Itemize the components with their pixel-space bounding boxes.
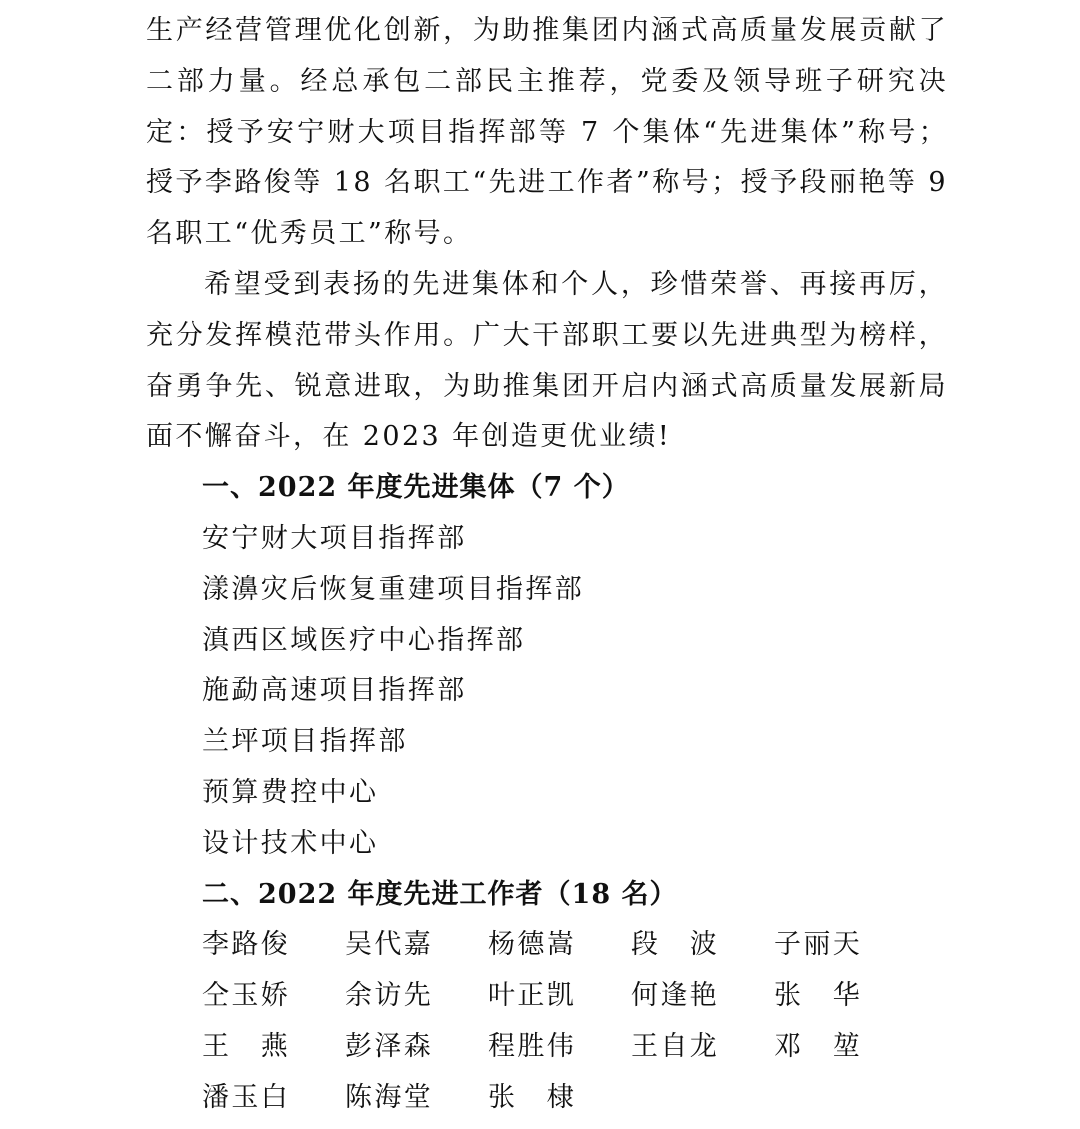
worker-name: 彭泽森: [345, 1030, 434, 1062]
worker-name: 潘玉白: [202, 1081, 291, 1113]
worker-name: 仝玉娇: [202, 980, 291, 1012]
paragraph-awards-decision: 生产经营管理优化创新，为助推集团内涵式高质量发展贡献了二部力量。经总承包二部民主推荐，党委及领导班子研究决定：授予安宁财大项目指挥部等 7 个集体“先进集体”称号；授予李路俊等 18 名职工“先进工作者”称号；授予段丽艳等 9 名职工“优秀员工”称号。: [146, 15, 948, 250]
worker-name: 李路俊: [202, 929, 291, 961]
worker-name: 王 燕: [202, 1030, 291, 1062]
advanced-collectives-list: [146, 514, 948, 870]
worker-name: 段 波: [631, 929, 720, 961]
paragraph-encouragement: 希望受到表扬的先进集体和个人，珍惜荣誉、再接再厉，充分发挥模范带头作用。广大干部职工要以先进典型为榜样，奋勇争先、锐意进取，为助推集团开启内涵式高质量发展新局面不懈奋斗，在 2023 年创造更优业绩!: [146, 268, 948, 453]
worker-name: 吴代嘉: [345, 929, 434, 961]
worker-name: 邓 堃: [774, 1030, 863, 1062]
worker-name: 王自龙: [631, 1030, 720, 1062]
worker-name: 陈海堂: [345, 1081, 434, 1113]
section-heading-advanced-collectives: 一、2022 年度先进集体（7 个）: [202, 472, 630, 504]
list-item: 漾濞灾后恢复重建项目指挥部: [202, 573, 585, 605]
list-item: 兰坪项目指挥部: [202, 726, 408, 758]
list-item: 预算费控中心: [202, 776, 379, 808]
worker-name: 叶正凯: [488, 980, 577, 1012]
worker-name: 程胜伟: [488, 1030, 577, 1062]
document-page: [146, 6, 948, 1124]
worker-name: 杨德嵩: [488, 929, 577, 961]
worker-name: 子丽天: [774, 929, 863, 961]
list-item: 施勐高速项目指挥部: [202, 675, 467, 707]
list-item: 设计技术中心: [202, 827, 379, 859]
worker-name: 何逢艳: [631, 980, 720, 1012]
worker-name: 张 华: [774, 980, 863, 1012]
worker-name: 余访先: [345, 980, 434, 1012]
list-item: 安宁财大项目指挥部: [202, 522, 467, 554]
list-item: 滇西区域医疗中心指挥部: [202, 624, 526, 656]
section-heading-advanced-workers: 二、2022 年度先进工作者（18 名）: [202, 878, 678, 910]
advanced-workers-grid: [146, 920, 948, 1123]
worker-name: 张 棣: [488, 1081, 577, 1113]
